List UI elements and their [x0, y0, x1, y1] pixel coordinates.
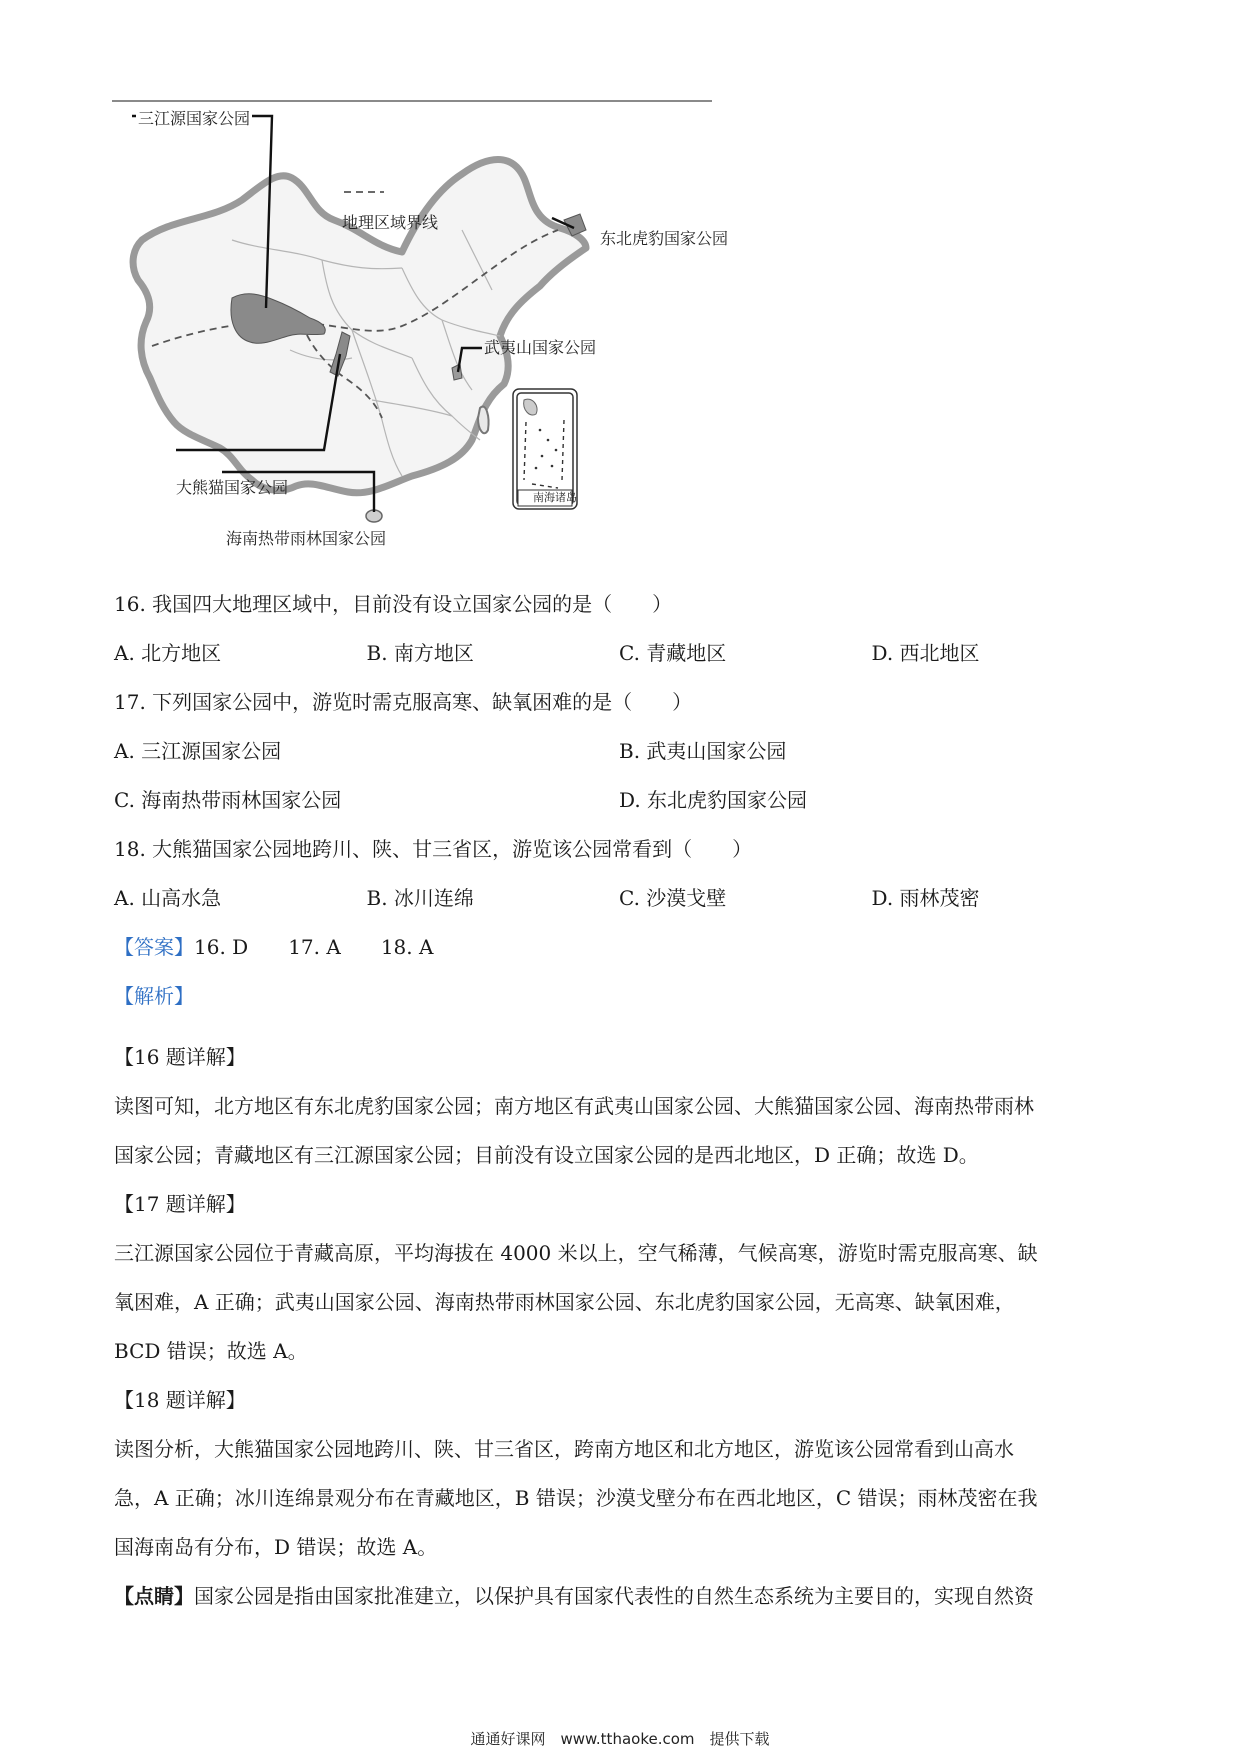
- label-dongbei: 东北虎豹国家公园: [600, 229, 729, 248]
- option-17-d: D. 东北虎豹国家公园: [619, 788, 808, 812]
- analysis-16-line-2: 国家公园；青藏地区有三江源国家公园；目前没有设立国家公园的是西北地区，D 正确；故选 D。: [114, 1143, 979, 1167]
- taiwan: [478, 407, 489, 434]
- question-18-options: [114, 886, 1124, 935]
- answer-line: [114, 935, 1124, 984]
- analysis-18-line-2: 急，A 正确；冰川连绵景观分布在青藏地区，B 错误；沙漠戈壁分布在西北地区，C 错误；雨林茂密在我: [114, 1486, 1038, 1510]
- option-16-b: B. 南方地区: [366, 641, 474, 665]
- question-16-options: [114, 641, 1124, 690]
- answer-18: 18. A: [380, 935, 434, 959]
- document-body: [114, 592, 1124, 1621]
- option-16-c: C. 青藏地区: [619, 641, 727, 665]
- analysis-17-line-2: 氧困难，A 正确；武夷山国家公园、海南热带雨林国家公园、东北虎豹国家公园，无高寒、缺氧困难，: [114, 1290, 1015, 1314]
- label-hainan: 海南热带雨林国家公园: [224, 526, 388, 549]
- label-wuyishan: 武夷山国家公园: [484, 338, 597, 357]
- label-sanjiangyuan: 三江源国家公园: [136, 106, 252, 129]
- dianjing-label: 【点睛】: [114, 1584, 194, 1608]
- question-17-stem: 17. 下列国家公园中，游览时需克服高寒、缺氧困难的是（ ）: [114, 690, 693, 714]
- map-drawing: [112, 100, 712, 570]
- label-boundary: 地理区域界线: [342, 213, 439, 232]
- question-17-options-row1: [114, 739, 1124, 788]
- label-nanhai: 南海诸岛: [533, 491, 577, 504]
- option-18-b: B. 冰川连绵: [366, 886, 474, 910]
- china-national-parks-map: [112, 100, 729, 570]
- analysis-18-heading: 【18 题详解】: [114, 1388, 246, 1412]
- option-18-a: A. 山高水急: [114, 886, 222, 910]
- option-17-a: A. 三江源国家公园: [114, 739, 282, 763]
- analysis-label: 【解析】: [114, 984, 194, 1008]
- analysis-17-line-3: BCD 错误；故选 A。: [114, 1339, 308, 1363]
- dianjing-text: 国家公园是指由国家批准建立，以保护具有国家代表性的自然生态系统为主要目的，实现自然资: [194, 1584, 1034, 1608]
- analysis-18-line-3: 国海南岛有分布，D 错误；故选 A。: [114, 1535, 438, 1559]
- label-daxiongmao: 大熊猫国家公园: [176, 478, 289, 497]
- answer-17: 17. A: [288, 935, 341, 959]
- answer-16: 16. D: [194, 935, 249, 959]
- option-18-c: C. 沙漠戈壁: [619, 886, 727, 910]
- analysis-17-heading: 【17 题详解】: [114, 1192, 246, 1216]
- option-17-c: C. 海南热带雨林国家公园: [114, 788, 342, 812]
- footer-credit: 通通好课网 www.tthaoke.com 提供下载: [470, 1730, 770, 1748]
- analysis-17-line-1: 三江源国家公园位于青藏高原，平均海拔在 4000 米以上，空气稀薄，气候高寒，游览时需克服高寒、缺: [114, 1241, 1038, 1265]
- option-18-d: D. 雨林茂密: [871, 886, 980, 910]
- dianjing-line: [114, 1572, 1124, 1621]
- option-16-d: D. 西北地区: [871, 641, 980, 665]
- option-17-b: B. 武夷山国家公园: [619, 739, 787, 763]
- question-16-stem: 16. 我国四大地理区域中，目前没有设立国家公园的是（ ）: [114, 592, 673, 616]
- analysis-16-heading: 【16 题详解】: [114, 1045, 246, 1069]
- analysis-18-line-1: 读图分析，大熊猫国家公园地跨川、陕、甘三省区，跨南方地区和北方地区，游览该公园常看到山高水: [114, 1437, 1014, 1461]
- question-18-stem: 18. 大熊猫国家公园地跨川、陕、甘三省区，游览该公园常看到（ ）: [114, 837, 753, 861]
- question-17-options-row2: [114, 788, 1124, 837]
- option-16-a: A. 北方地区: [114, 641, 222, 665]
- analysis-16-line-1: 读图可知，北方地区有东北虎豹国家公园；南方地区有武夷山国家公园、大熊猫国家公园、海南热带雨林: [114, 1094, 1034, 1118]
- answer-label: 【答案】: [114, 935, 194, 959]
